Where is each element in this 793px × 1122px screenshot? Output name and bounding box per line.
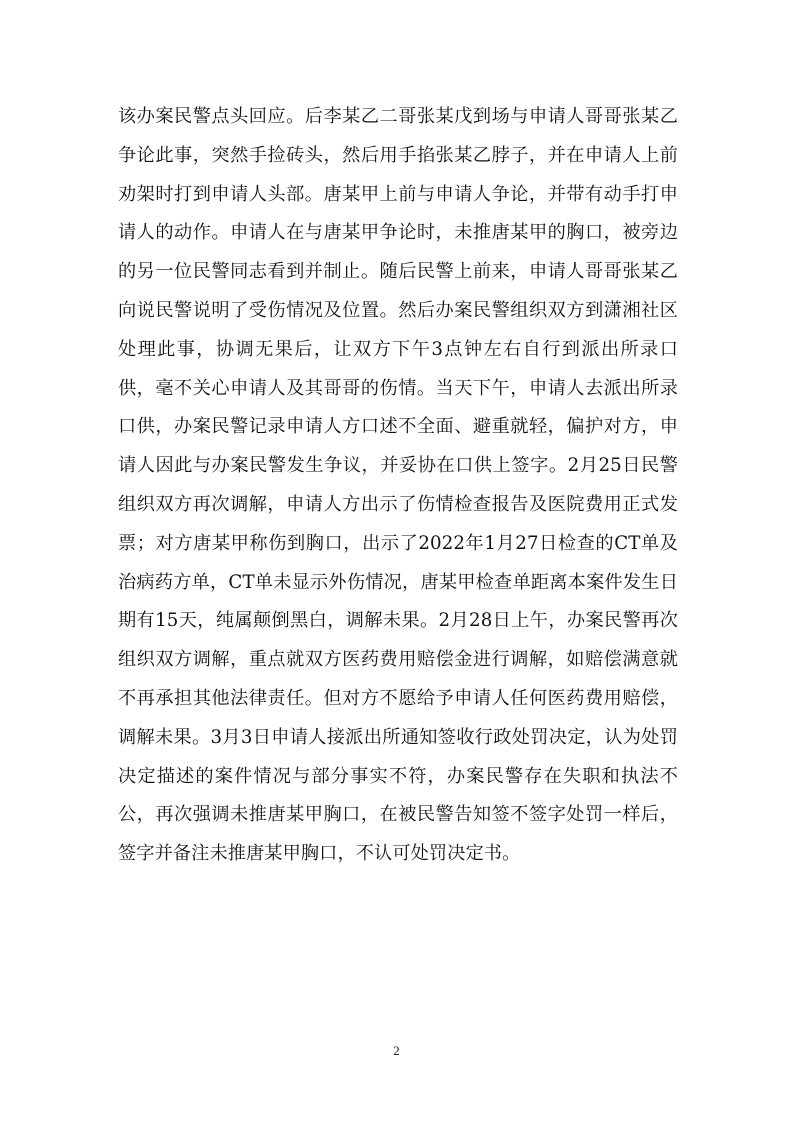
page-number: 2	[393, 1043, 400, 1058]
body-paragraph: 该办案民警点头回应。后李某乙二哥张某戊到场与申请人哥哥张某乙争论此事，突然手捡砖头，然后用手掐张某乙脖子，并在申请人上前劝架时打到申请人头部。唐某甲上前与申请人争论，并带有动手打申请人的动作。申请人在与唐某甲争论时，未推唐某甲的胸口，被旁边的另一位民警同志看到并制止。随后民警上前来，申请人哥哥张某乙向说民警说明了受伤情况及位置。然后办案民警组织双方到潇湘社区处理此事，协调无果后，让双方下午3点钟左右自行到派出所录口供，毫不关心申请人及其哥哥的伤情。当天下午，申请人去派出所录口供，办案民警记录申请人方口述不全面、避重就轻，偏护对方，申请人因此与办案民警发生争议，并妥协在口供上签字。2月25日民警组织双方再次调解，申请人方出示了伤情检查报告及医院费用正式发票；对方唐某甲称伤到胸口，出示了2022年1月27日检查的CT单及治病药方单，CT单未显示外伤情况，唐某甲检查单距离本案件发生日期有15天，纯属颠倒黑白，调解未果。2月28日上午，办案民警再次组织双方调解，重点就双方医药费用赔偿金进行调解，如赔偿满意就不再承担其他法律责任。但对方不愿给予申请人任何医药费用赔偿，调解未果。3月3日申请人接派出所通知签收行政处罚决定，认为处罚决定描述的案件情况与部分事实不符，办案民警存在失职和执法不公，再次强调未推唐某甲胸口，在被民警告知签不签字处罚一样后，签字并备注未推唐某甲胸口，不认可处罚决定书。	[118, 106, 678, 865]
